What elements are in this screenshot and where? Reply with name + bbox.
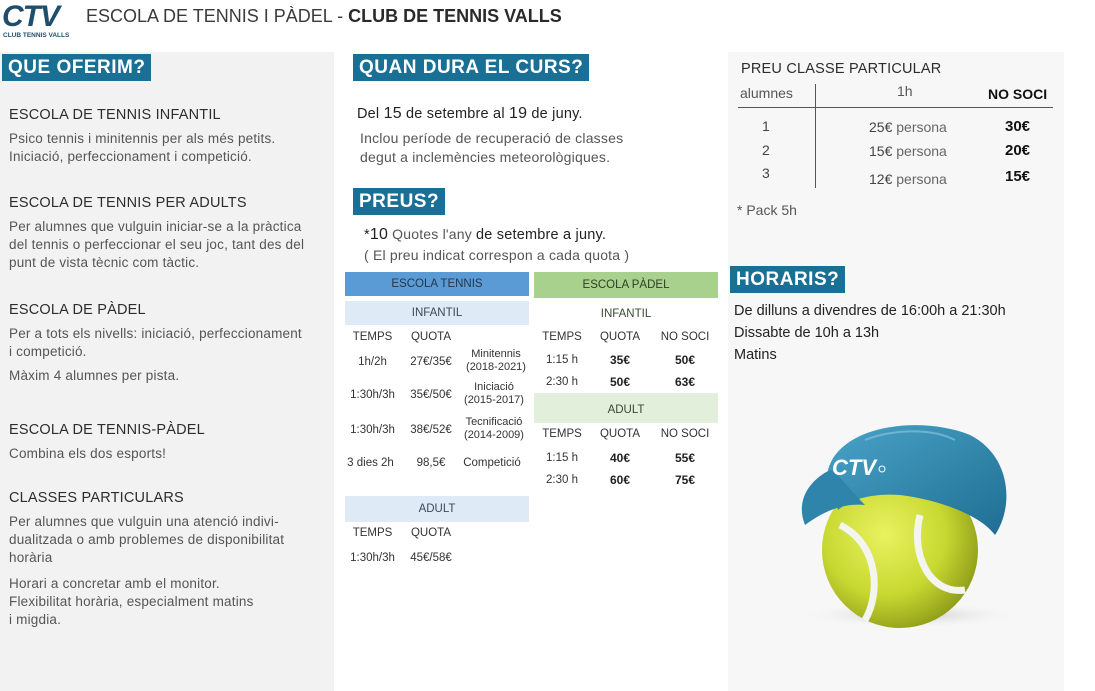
- tennis-temps: 1:30h/3h: [350, 424, 395, 436]
- text-line: horària: [9, 550, 53, 565]
- col-temps: TEMPS: [542, 428, 582, 440]
- duration-dates: Del 15 de setembre al 19 de juny.: [357, 105, 583, 122]
- section-title: ESCOLA DE TENNIS INFANTIL: [9, 107, 221, 123]
- text-line: punt de vista tècnic com tàctic.: [9, 255, 200, 270]
- text-line: Per a tots els nivells: iniciació, perfeccionament: [9, 326, 302, 341]
- private-price: 15€ persona: [869, 143, 947, 159]
- table-divider: [815, 84, 816, 188]
- col-quota: QUOTA: [410, 527, 452, 539]
- prices-note: ( El preu indicat correspon a cada quota ): [364, 247, 630, 263]
- text-line: Per alumnes que vulguin una atenció indivi-: [9, 514, 279, 529]
- padel-quota: 50€: [609, 375, 631, 389]
- private-price: 25€ persona: [869, 119, 947, 135]
- tennis-infantil: INFANTIL: [345, 301, 529, 325]
- text-line: Psico tennis i minitennis per als més petits.: [9, 131, 276, 146]
- text-line: Horari a concretar amb el monitor.: [9, 576, 220, 591]
- section-text: [9, 513, 284, 629]
- padel-quota: 40€: [609, 451, 631, 465]
- padel-nosoci: 55€: [674, 451, 696, 465]
- text-line: Màxim 4 alumnes per pista.: [9, 368, 180, 383]
- title-normal: ESCOLA DE TENNIS I PÀDEL -: [86, 6, 349, 26]
- text-line: Flexibilitat horària, especialment matins: [9, 594, 254, 609]
- padel-quota: 60€: [609, 473, 631, 487]
- section-text: [9, 445, 166, 463]
- tennis-category: Competició: [463, 457, 521, 469]
- padel-infantil: INFANTIL: [534, 300, 718, 328]
- col-nosoci: NO SOCI: [988, 86, 1048, 102]
- tennis-quota: 98,5€: [416, 457, 446, 469]
- offer-banner: QUE OFERIM?: [2, 54, 151, 81]
- padel-temps: 2:30 h: [546, 474, 578, 486]
- table-divider: [738, 107, 1053, 108]
- text-line: i migdia.: [9, 612, 62, 627]
- logo: CTV: [2, 0, 59, 33]
- schedule-line: Matins: [734, 347, 777, 363]
- tennis-quota: 45€/58€: [410, 552, 452, 564]
- schedule-line: Dissabte de 10h a 13h: [734, 325, 880, 341]
- tennis-temps: 1h/2h: [358, 356, 387, 368]
- tennis-quota: 35€/50€: [410, 389, 452, 401]
- tennis-header: ESCOLA TENNIS: [345, 272, 529, 296]
- col-1h: 1h: [897, 83, 913, 99]
- padel-temps: 1:15 h: [546, 354, 578, 366]
- text-line: i competició.: [9, 344, 87, 359]
- col-alumnes: alumnes: [740, 85, 793, 101]
- tennis-temps: 1:30h/3h: [350, 389, 395, 401]
- page-title: [86, 6, 562, 27]
- title-bold: CLUB DE TENNIS VALLS: [348, 6, 562, 26]
- prices-quotas: *10 Quotes l'any de setembre a juny.: [364, 226, 607, 243]
- duration-note: Inclou període de recuperació de classes: [360, 130, 624, 146]
- col-temps: TEMPS: [542, 331, 582, 343]
- tennis-quota: 27€/35€: [410, 356, 452, 368]
- private-nosoci: 30€: [1005, 118, 1031, 135]
- private-class-title: PREU CLASSE PARTICULAR: [741, 61, 942, 77]
- col-nosoci: NO SOCI: [660, 331, 710, 343]
- col-quota: QUOTA: [410, 331, 452, 343]
- col-temps: TEMPS: [352, 331, 393, 343]
- duration-note: degut a inclemències meteorològiques.: [360, 149, 611, 165]
- schedule-lines: [734, 300, 1006, 366]
- private-nosoci: 15€: [1005, 168, 1031, 185]
- section-text: [9, 130, 275, 166]
- duration-banner: QUAN DURA EL CURS?: [353, 54, 589, 81]
- text-line: Combina els dos esports!: [9, 446, 167, 461]
- cap-text: CTV: [832, 455, 876, 480]
- padel-temps: 1:15 h: [546, 452, 578, 464]
- col-quota: QUOTA: [599, 428, 641, 440]
- col-temps: TEMPS: [352, 527, 393, 539]
- tennis-ball-cap-icon: [770, 415, 1040, 640]
- padel-temps: 2:30 h: [546, 376, 578, 388]
- private-nosoci: 20€: [1005, 142, 1031, 159]
- schedule-line: De dilluns a divendres de 16:00h a 21:30h: [734, 303, 1006, 319]
- col-nosoci: NO SOCI: [660, 428, 710, 440]
- tennis-category: Minitennis (2018-2021): [466, 348, 526, 373]
- section-text: [9, 218, 304, 272]
- padel-adult: ADULT: [534, 393, 718, 423]
- section-text: [9, 325, 302, 385]
- padel-nosoci: 50€: [674, 353, 696, 367]
- section-title: ESCOLA DE TENNIS PER ADULTS: [9, 195, 247, 211]
- padel-nosoci: 75€: [674, 473, 696, 487]
- text-line: del tennis o perfeccionar el seu joc, tant des del: [9, 237, 305, 252]
- section-title: CLASSES PARTICULARS: [9, 490, 184, 506]
- text-line: Iniciació, perfeccionament i competició.: [9, 149, 252, 164]
- text-line: Per alumnes que vulguin iniciar-se a la pràctica: [9, 219, 302, 234]
- text-line: dualitzada o amb problemes de disponibilitat: [9, 532, 285, 547]
- tennis-adult: ADULT: [345, 496, 529, 522]
- private-alumnes: 3: [762, 165, 770, 181]
- private-alumnes: 1: [762, 118, 770, 134]
- private-alumnes: 2: [762, 142, 770, 158]
- section-title: ESCOLA DE TENNIS-PÀDEL: [9, 422, 205, 438]
- section-title: ESCOLA DE PÀDEL: [9, 302, 146, 318]
- padel-quota: 35€: [609, 353, 631, 367]
- schedule-banner: HORARIS?: [730, 266, 845, 293]
- private-price: 12€ persona: [869, 171, 947, 187]
- tennis-category: Tecnificació (2014-2009): [464, 416, 524, 441]
- tennis-category: Iniciació (2015-2017): [464, 381, 524, 406]
- padel-nosoci: 63€: [674, 375, 696, 389]
- logo-subtitle: CLUB TENNIS VALLS: [3, 32, 70, 39]
- col-quota: QUOTA: [599, 331, 641, 343]
- tennis-temps: 3 dies 2h: [347, 457, 394, 469]
- tennis-temps: 1:30h/3h: [350, 552, 395, 564]
- pack-note: * Pack 5h: [737, 202, 797, 218]
- prices-banner: PREUS?: [353, 188, 445, 215]
- tennis-quota: 38€/52€: [410, 424, 452, 436]
- padel-header: ESCOLA PÀDEL: [534, 272, 718, 298]
